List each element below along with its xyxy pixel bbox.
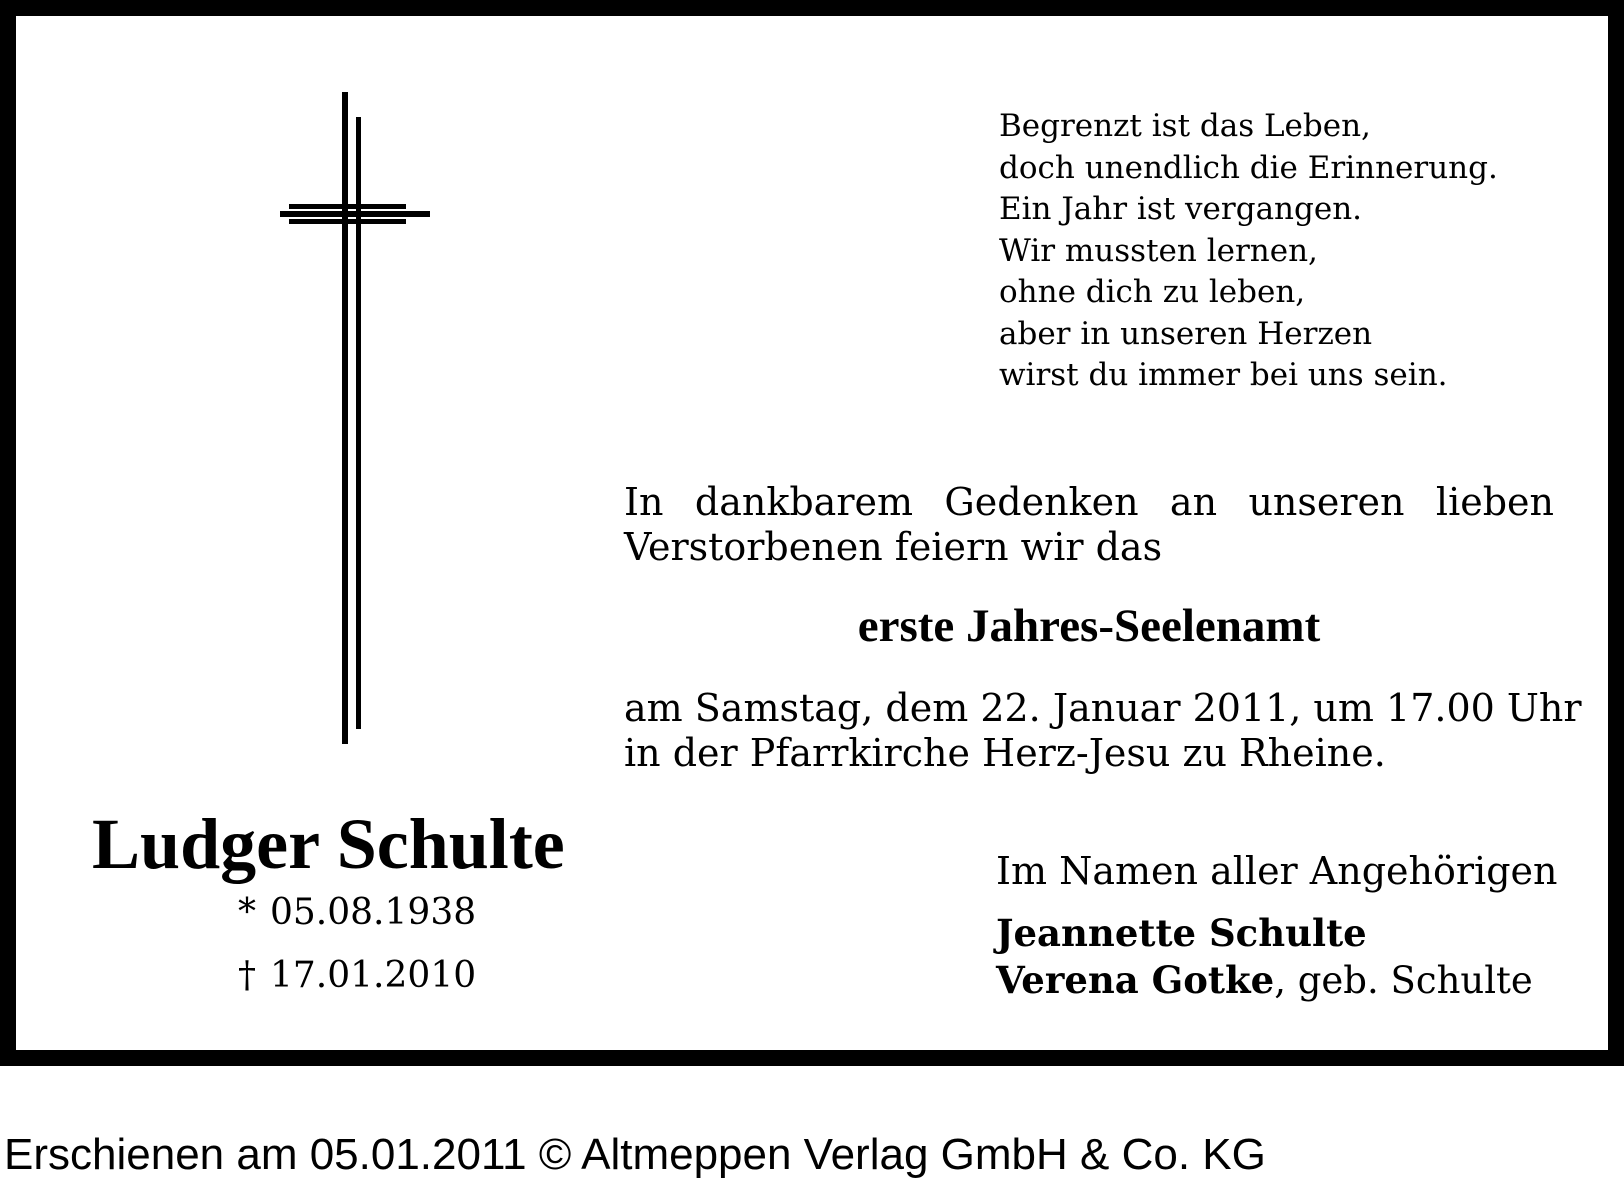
signer-suffix: , geb. Schulte bbox=[1274, 959, 1533, 1002]
event-title: erste Jahres-Seelenamt bbox=[857, 600, 1321, 652]
birth-date-value: 05.08.1938 bbox=[270, 892, 477, 933]
signer-name: Verena Gotke bbox=[996, 958, 1275, 1002]
poem-line: wirst du immer bei uns sein. bbox=[999, 357, 1448, 393]
poem-line: Begrenzt ist das Leben, bbox=[999, 108, 1371, 144]
poem-line: doch unendlich die Erinnerung. bbox=[999, 149, 1498, 186]
signer-name: Jeannette Schulte bbox=[996, 911, 1367, 955]
poem-line: Ein Jahr ist vergangen. bbox=[999, 191, 1363, 227]
signoff-text: Im Namen aller Angehörigen bbox=[996, 849, 1558, 893]
birth-symbol: * bbox=[238, 892, 256, 933]
signer bbox=[996, 957, 1533, 1004]
event-details bbox=[624, 686, 1584, 776]
signers-list bbox=[996, 910, 1533, 1004]
memorial-poem bbox=[999, 106, 1599, 397]
publication-footer: Erschienen am 05.01.2011 © Altmeppen Verlag GmbH & Co. KG bbox=[4, 1130, 1266, 1179]
deceased-name: Ludger Schulte bbox=[92, 804, 565, 884]
poem-line: aber in unseren Herzen bbox=[999, 315, 1373, 352]
poem-line: Wir mussten lernen, bbox=[999, 232, 1318, 269]
signer bbox=[996, 910, 1533, 957]
event-date-line: am Samstag, dem 22. Januar 2011, um 17.00 Uhr bbox=[624, 686, 1582, 730]
death-symbol: † bbox=[238, 955, 256, 996]
birth-date bbox=[238, 892, 476, 934]
poem-line: ohne dich zu leben, bbox=[999, 274, 1306, 310]
death-date-value: 17.01.2010 bbox=[270, 955, 477, 996]
death-date bbox=[238, 955, 476, 997]
event-location-line: in der Pfarrkirche Herz-Jesu zu Rheine. bbox=[624, 731, 1386, 775]
intro-text: In dankbarem Gedenken an unseren lieben Verstorbenen feiern wir das bbox=[624, 480, 1554, 569]
cross-icon bbox=[280, 92, 430, 752]
